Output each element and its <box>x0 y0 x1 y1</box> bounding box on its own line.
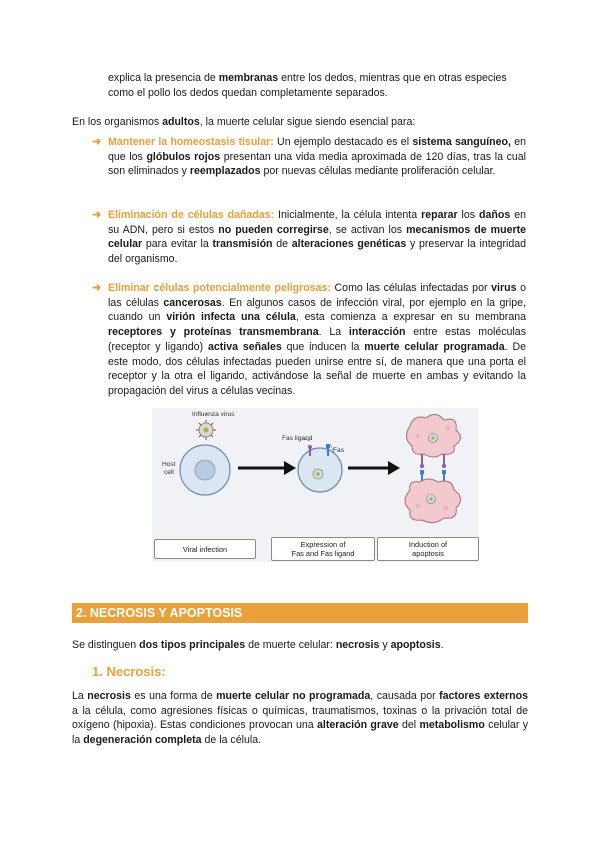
bold-term: reemplazados <box>189 165 261 178</box>
bold-term: mecanismos de muerte celular <box>108 223 527 251</box>
text-run: en que los <box>108 136 526 163</box>
text-run: entre estas moléculas (receptor y ligando) <box>108 326 526 353</box>
bold-term: no pueden corregirse <box>218 223 329 236</box>
subsection-heading: 1. Necrosis: <box>92 664 166 679</box>
apoptotic-cells-icon <box>405 414 461 522</box>
bold-term: cancerosas <box>163 296 222 309</box>
text-run: Como las células infectadas por <box>330 282 492 294</box>
right-arrow-icon: ➜ <box>92 209 102 221</box>
intro-line-1: explica la presencia de membranas entre los dedos, mientras que en otras especies <box>108 72 507 84</box>
bold-term: necrosis <box>87 690 131 702</box>
host-label-2: cell <box>164 469 174 476</box>
text-run: es una forma de <box>130 690 217 702</box>
bullet-dangerous-cells: Eliminar células potencialmente peligrosas: Como las células infectadas por virus o las células cancerosas. En algunos casos de infección viral, por ejemplo en la gripe, cuando un virión infecta una célula, esta comienza a expresar en su membrana receptores y proteínas transmembrana. La interacción entre estas moléculas (receptor y ligando) activa señales que inducen la muerte celular programada. De este modo, dos células infectadas pueden unirse entre sí, de manera que una porta el receptor y la otra el ligando, activándose la señal de muerte en ambas y evitando la propagación del virus a células vecinas. <box>108 282 527 397</box>
text-run: . En algunos casos de infección viral, por ejemplo en la gripe, cuando un <box>108 296 527 324</box>
host-cell-icon <box>180 445 230 495</box>
bold-term: daños <box>479 209 511 221</box>
influenza-virus-icon <box>196 420 216 440</box>
text-run: La <box>72 690 88 702</box>
host-label-1: Host <box>162 461 176 468</box>
text-run: los <box>457 209 480 221</box>
bold-term: activa señales <box>207 340 282 353</box>
text-run: para evitar la <box>142 238 213 251</box>
distinguish-paragraph: Se distinguen dos tipos principales de muerte celular: necrosis y apoptosis. <box>72 639 444 651</box>
bullet-damaged-cells: Eliminación de células dañadas: Inicialmente, la célula intenta reparar los daños en su ADN, pero si estos no pueden corregirse, se activan los mecanismos de muerte celular para evitar la transmisión de alteraciones genéticas y preservar la integridad del organismo. <box>108 209 527 266</box>
bold-term: virus <box>491 282 517 294</box>
text-run: Inicialmente, la célula intenta <box>274 209 422 221</box>
text-run: de la célula. <box>201 734 262 747</box>
arrow-1-icon <box>238 461 296 475</box>
bold-term: reparar <box>421 209 458 221</box>
text-run: celular y la <box>72 719 528 747</box>
bold-term: virión infecta una célula <box>166 311 296 324</box>
text-run: que inducen la <box>281 340 365 353</box>
fas-label: Fas <box>333 447 344 454</box>
text-run: , esta comienza a expresar en su membrana <box>295 311 526 324</box>
necrosis-paragraph <box>72 689 528 748</box>
text-run: , se activan los <box>328 223 407 236</box>
text-run: del <box>398 719 420 732</box>
right-arrow-icon: ➜ <box>92 136 102 148</box>
text-run: por nuevas células mediante proliferación celular. <box>260 165 496 178</box>
influenza-virus-label: Influenza virus <box>192 411 235 418</box>
bold-term: degeneración completa <box>83 734 202 747</box>
bold-term: factores externos <box>439 690 529 702</box>
intro-line-2: como el pollo los dedos quedan completamente separados. <box>108 87 388 99</box>
text-run: de <box>272 238 292 251</box>
bold-term: interacción <box>348 326 406 339</box>
expression-box: Expression of Fas and Fas ligand <box>271 537 375 561</box>
bold-term: alteración grave <box>317 719 399 732</box>
bold-term: alteraciones genéticas <box>291 238 407 251</box>
text-run: en su ADN, pero si estos <box>108 209 526 236</box>
text-run: . La <box>318 326 349 339</box>
fas-apoptosis-figure <box>152 408 478 562</box>
text-run: o las células <box>108 282 527 309</box>
text-run: , causada por <box>370 690 440 702</box>
right-arrow-icon: ➜ <box>92 282 102 294</box>
bold-term: receptores y proteínas transmembrana <box>108 326 319 339</box>
viral-infection-box: Viral infection <box>154 539 256 559</box>
bold-term: glóbulos rojos <box>146 150 221 163</box>
fas-ligand-label: Fas ligand <box>282 435 313 442</box>
bold-term: transmisión <box>212 238 273 251</box>
arrow-2-icon <box>348 461 400 475</box>
bold-term: sistema sanguíneo, <box>412 136 511 148</box>
bold-term: muerte celular programada <box>364 340 505 353</box>
section-heading: 2. NECROSIS Y APOPTOSIS <box>72 603 528 623</box>
bullet-homeostasis: Mantener la homeostasis tisular: Un ejemplo destacado es el sistema sanguíneo, en que los glóbulos rojos presentan una vida media aproximada de 120 días, tras la cual son eliminados y reemplazados por nuevas células mediante proliferación celular. <box>108 136 526 178</box>
apoptosis-box: Induction of apoptosis <box>377 537 479 561</box>
bold-term: metabolismo <box>419 719 485 732</box>
bold-term: muerte celular no programada <box>216 690 371 702</box>
text-run: y preservar la integridad del organismo. <box>108 238 526 266</box>
text-run: . De este modo, dos células infectadas pueden unirse entre sí, de manera que una porta el receptor y la otra el ligando, activándose la señal de muerte en ambas y evitando la propagación del virus a células vecinas. <box>108 340 527 397</box>
adults-paragraph: En los organismos adultos, la muerte celular sigue siendo esencial para: <box>72 116 416 128</box>
text-run: Un ejemplo destacado es el <box>273 136 413 148</box>
text-run: a la célula, como agresiones físicas o químicas, traumatismos, toxinas o la privación total de oxígeno (hipoxia). Estas condiciones provocan una <box>72 704 528 732</box>
text-run: presentan una vida media aproximada de 120 días, tras la cual son eliminados y <box>108 150 526 178</box>
